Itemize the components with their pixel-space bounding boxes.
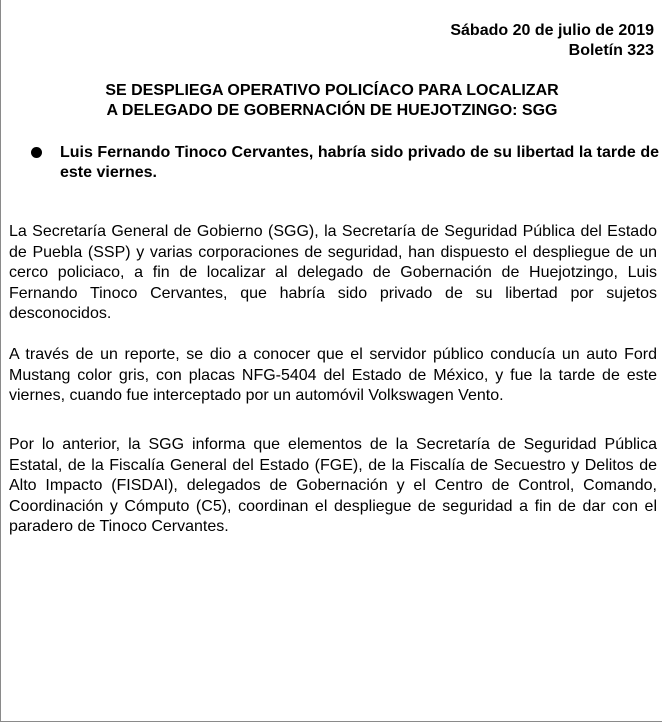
bullet-dot-icon <box>31 147 42 158</box>
headline-line-1: SE DESPLIEGA OPERATIVO POLICÍACO PARA LOCALIZAR <box>105 82 559 99</box>
body-paragraph-1: La Secretaría General de Gobierno (SGG), la Secretaría de Seguridad Pública del Estado de Puebla (SSP) y varias corporaciones de seguridad, han dispuesto el despliegue de un cerco policiaco, a fin de localizar al delegado de Gobernación de Huejotzingo, Luis Fernando Tinoco Cervantes, que habría sido privado de su libertad por sujetos desconocidos. <box>9 223 657 322</box>
bulletin-number: Boletín 323 <box>568 42 654 59</box>
publication-date: Sábado 20 de julio de 2019 <box>450 22 654 39</box>
headline <box>1 81 662 121</box>
headline-line-2: A DELEGADO DE GOBERNACIÓN DE HUEJOTZINGO: SGG <box>106 102 558 119</box>
summary-bullet-text: Luis Fernando Tinoco Cervantes, habría sido privado de su libertad la tarde de este viernes. <box>60 144 659 181</box>
body-paragraph-2: A través de un reporte, se dio a conocer que el servidor público conducía un auto Ford Mustang color gris, con placas NFG-5404 del Estado de México, y fue la tarde de este viernes, cuando fue interceptado por un automóvil Volkswagen Vento. <box>9 346 657 404</box>
body-paragraph-3: Por lo anterior, la SGG informa que elementos de la Secretaría de Seguridad Pública Estatal, de la Fiscalía General del Estado (FGE), de la Fiscalía de Secuestro y Delitos de Alto Impacto (FISDAI), delegados de Gobernación y el Centro de Control, Comando, Coordinación y Cómputo (C5), coordinan el despliegue de seguridad a fin de dar con el paradero de Tinoco Cervantes. <box>9 436 657 535</box>
